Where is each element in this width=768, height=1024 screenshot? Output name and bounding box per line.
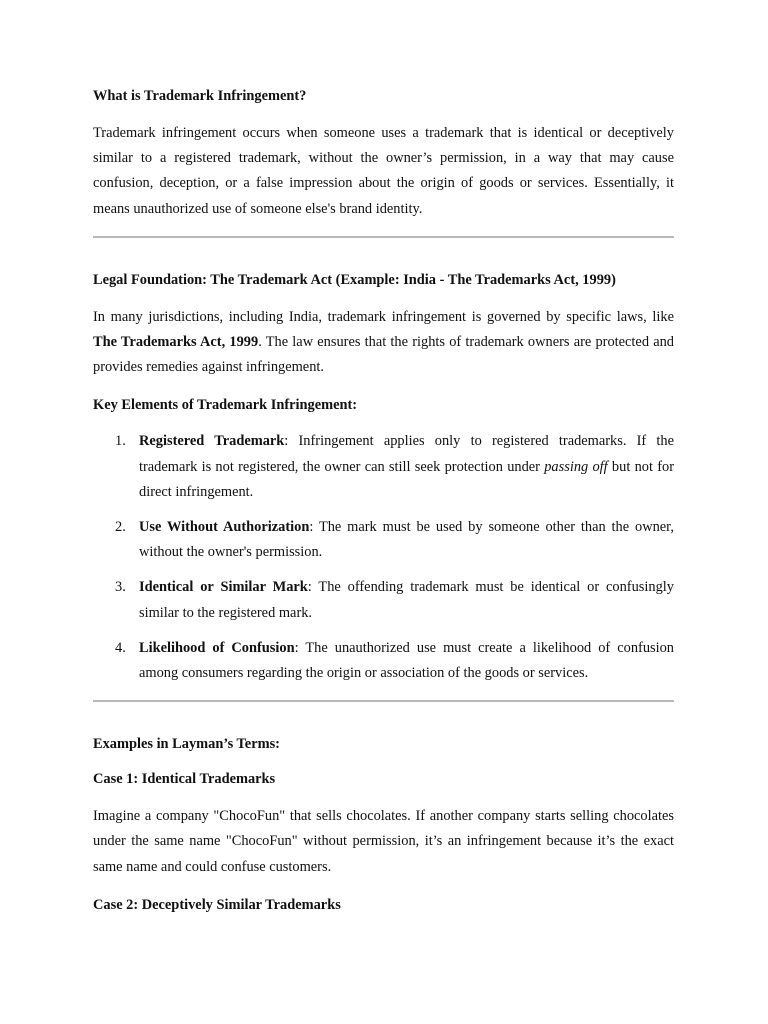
element-text: : The unauthorized use must create a likelihood of confusion among consumers regarding the origin or association of the goods or services. xyxy=(139,639,674,682)
legal-text-start: In many jurisdictions, including India, trademark infringement is governed by specific laws, like xyxy=(93,308,674,325)
list-number: 1. xyxy=(115,433,126,450)
element-title: Registered Trademark xyxy=(139,433,285,450)
element-text: but not for direct infringement. xyxy=(139,458,674,500)
element-text: : Infringement applies only to registered trademarks. If the trademark is not registered, the owner can still seek protection under xyxy=(139,433,674,475)
case1-heading: Case 1: Identical Trademarks xyxy=(93,771,276,788)
case1-paragraph: Imagine a company "ChocoFun" that sells chocolates. If another company starts selling chocolates under the same name "ChocoFun" without permission, it’s an infringement because it’s the exact same name and could confuse customers. xyxy=(93,808,674,875)
section-heading-examples: Examples in Layman’s Terms: xyxy=(93,736,280,753)
definition-paragraph: Trademark infringement occurs when someone uses a trademark that is identical or deceptively similar to a registered trademark, without the owner’s permission, in a way that may cause confusion, deception, or a false impression about the origin of goods or services. Essentially, it means unauthorized use of someone else's brand identity. xyxy=(93,125,674,217)
list-item xyxy=(93,515,674,565)
horizontal-divider xyxy=(93,700,674,702)
list-number: 3. xyxy=(115,579,126,596)
element-title: Use Without Authorization xyxy=(139,519,310,536)
key-elements-heading: Key Elements of Trademark Infringement: xyxy=(93,397,358,414)
list-item xyxy=(93,429,674,505)
act-name: The Trademarks Act, 1999 xyxy=(93,334,259,351)
key-elements-list xyxy=(93,429,674,686)
element-text: : The offending trademark must be identical or confusingly similar to the registered mark. xyxy=(139,579,674,621)
list-item xyxy=(93,575,674,625)
legal-text-end: . The law ensures that the rights of trademark owners are protected and provides remedies against infringement. xyxy=(93,334,674,376)
element-italic-term: passing off xyxy=(544,458,608,475)
list-number: 2. xyxy=(115,519,126,536)
element-text: : The mark must be used by someone other than the owner, without the owner's permission. xyxy=(139,519,674,561)
element-title: Identical or Similar Mark xyxy=(139,579,308,596)
list-number: 4. xyxy=(115,639,126,656)
case2-heading: Case 2: Deceptively Similar Trademarks xyxy=(93,896,341,913)
element-title: Likelihood of Confusion xyxy=(139,639,295,656)
legal-foundation-paragraph xyxy=(93,305,674,381)
document-content xyxy=(93,86,674,915)
horizontal-divider xyxy=(93,236,674,238)
section-heading-what-is: What is Trademark Infringement? xyxy=(93,88,307,104)
section-heading-legal-foundation: Legal Foundation: The Trademark Act (Example: India - The Trademarks Act, 1999) xyxy=(93,271,616,288)
list-item xyxy=(93,636,674,686)
